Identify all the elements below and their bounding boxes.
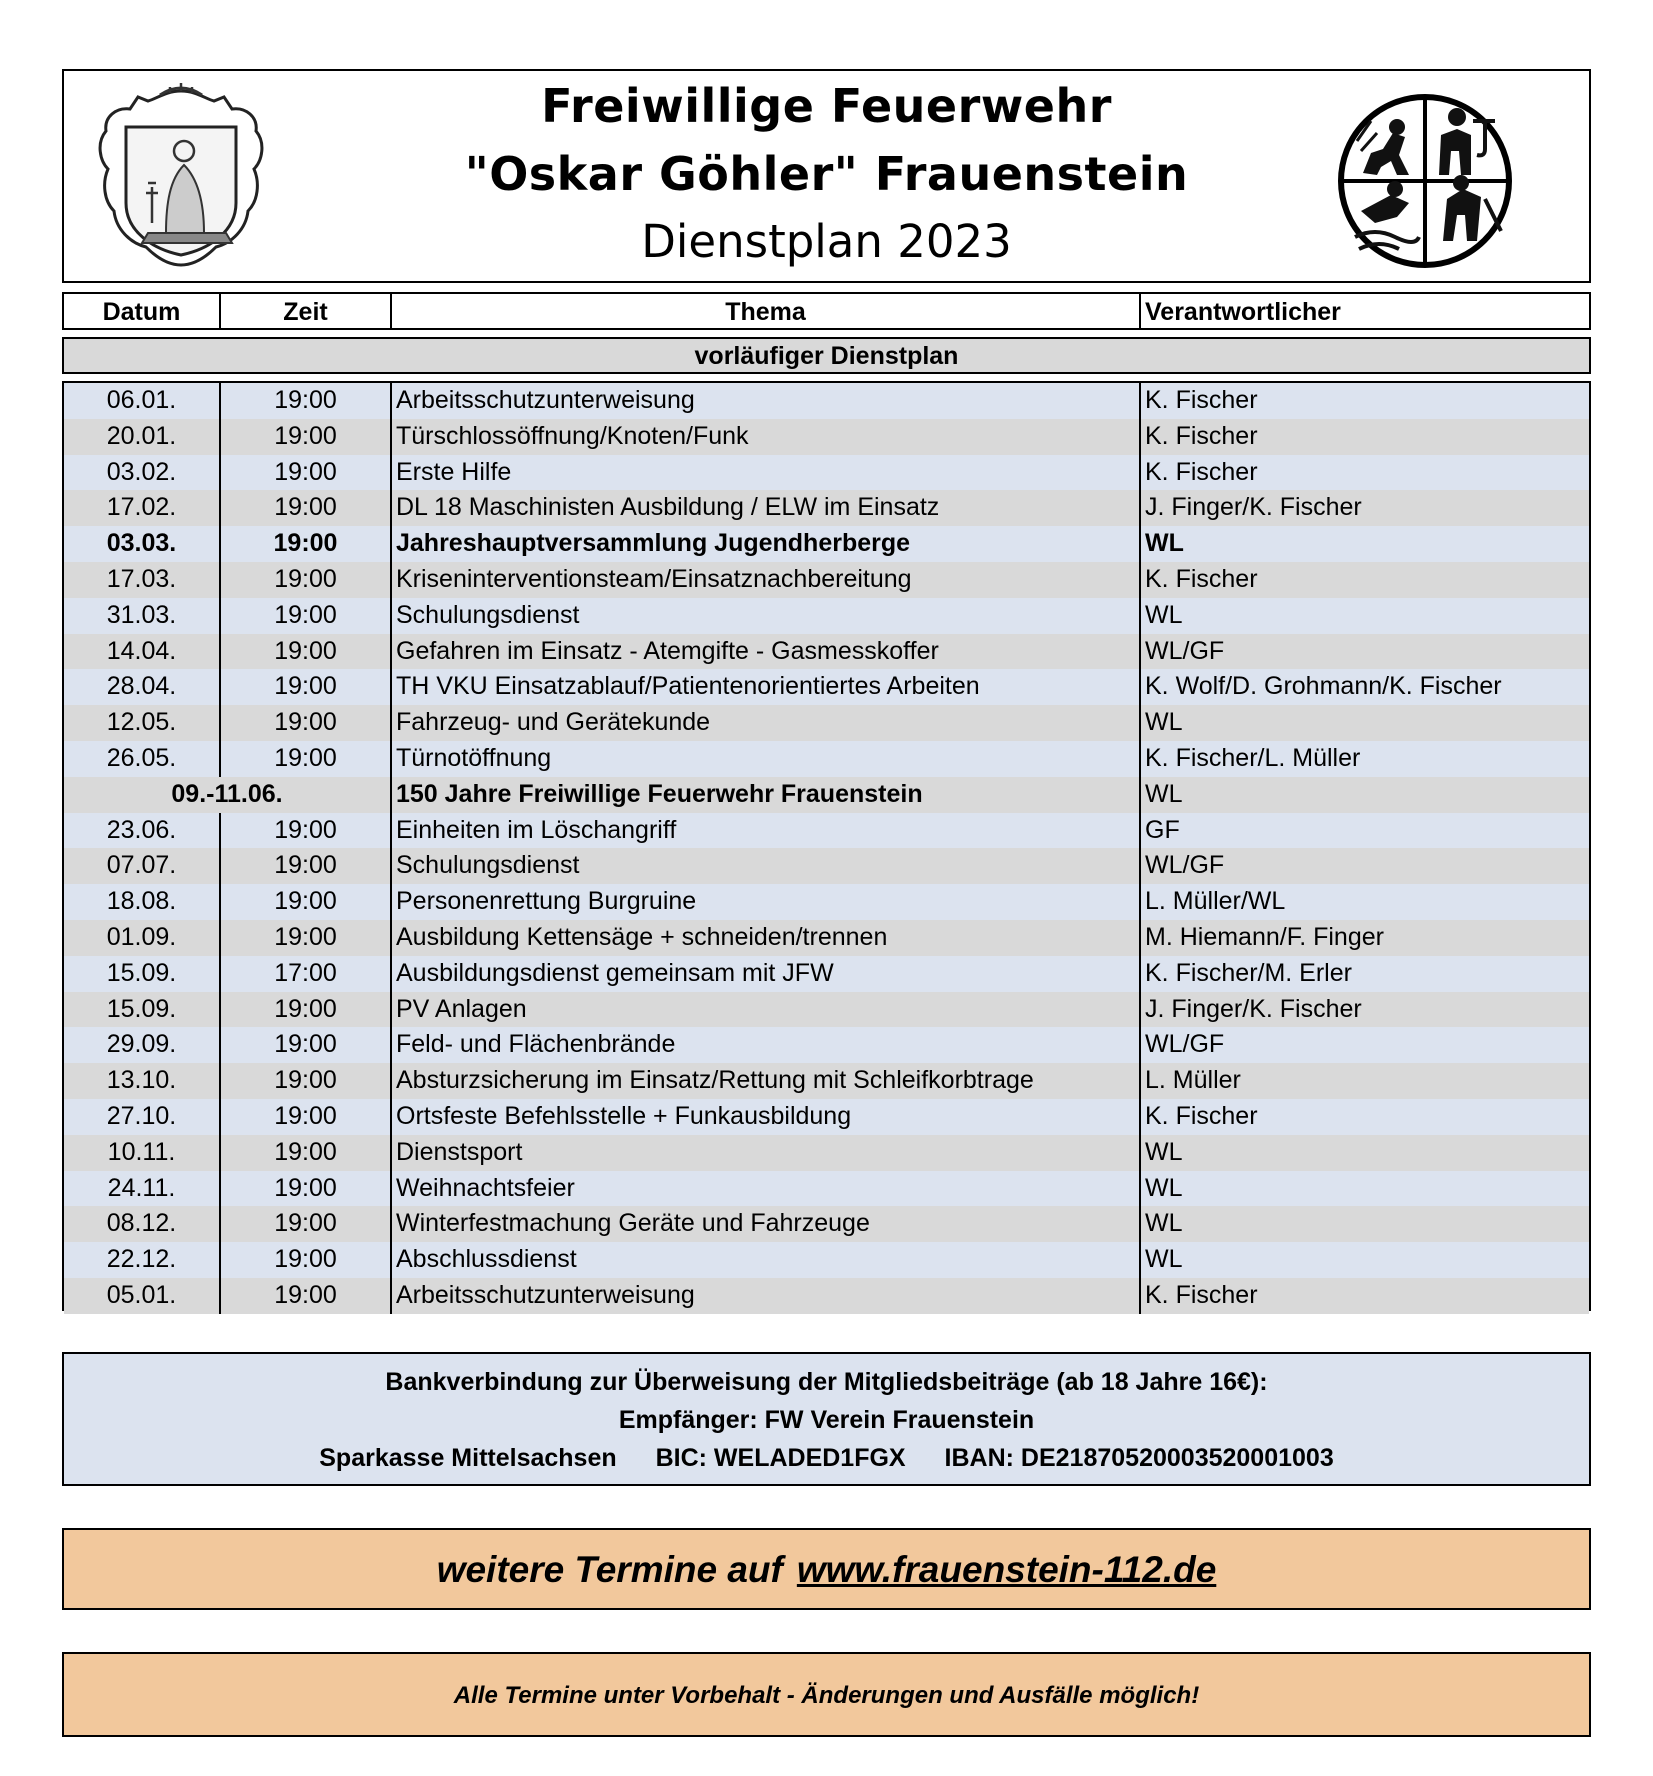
cell-responsible: L. Müller: [1145, 1066, 1241, 1095]
cell-topic: Ausbildungsdienst gemeinsam mit JFW: [392, 956, 1141, 992]
title-line-3: Dienstplan 2023: [641, 215, 1012, 268]
cell-topic: PV Anlagen: [392, 992, 1141, 1028]
cell-responsible: K. Fischer: [1145, 457, 1258, 486]
cell-date: 15.09.: [64, 992, 221, 1028]
cell-responsible: K. Fischer: [1145, 564, 1258, 593]
cell-responsible: K. Fischer: [1145, 421, 1258, 450]
cell-date: 10.11.: [64, 1135, 221, 1171]
cell-date-range: 09.-11.06.: [64, 777, 392, 813]
cell-topic: Ortsfeste Befehlsstelle + Funkausbildung: [392, 1099, 1141, 1135]
cell-responsible: WL: [1145, 779, 1183, 808]
cell-topic: Erste Hilfe: [392, 455, 1141, 491]
cell-topic: Schulungsdienst: [392, 598, 1141, 634]
cell-date: 26.05.: [64, 741, 221, 777]
cell-time: 19:00: [221, 920, 392, 956]
cell-date: 17.02.: [64, 490, 221, 526]
cell-time: 19:00: [221, 1278, 392, 1314]
column-header-date: Datum: [64, 294, 221, 328]
cell-time: 19:00: [221, 669, 392, 705]
cell-responsible: WL: [1145, 1209, 1183, 1238]
title-line-2: "Oskar Göhler" Frauenstein: [464, 147, 1189, 201]
cell-topic: Kriseninterventionsteam/Einsatznachbereitung: [392, 562, 1141, 598]
cell-time: 19:00: [221, 1206, 392, 1242]
cell-time: 19:00: [221, 383, 392, 419]
cell-topic: Arbeitsschutzunterweisung: [392, 383, 1141, 419]
cell-date: 03.03.: [64, 526, 221, 562]
cell-date: 01.09.: [64, 920, 221, 956]
table-row: [64, 1063, 1589, 1099]
document-header: [62, 69, 1591, 283]
bank-iban: IBAN: DE21870520003520001003: [944, 1444, 1334, 1472]
cell-time: 17:00: [221, 956, 392, 992]
cell-responsible: WL/GF: [1145, 851, 1225, 880]
cell-date: 14.04.: [64, 634, 221, 670]
cell-date: 18.08.: [64, 884, 221, 920]
table-row: [64, 777, 1589, 813]
bank-name: Sparkasse Mittelsachsen: [319, 1444, 617, 1472]
column-header-responsible: Verantwortlicher: [1145, 298, 1341, 326]
table-row: [64, 884, 1589, 920]
cell-date: 23.06.: [64, 813, 221, 849]
cell-topic: Feld- und Flächenbrände: [392, 1027, 1141, 1063]
cell-date: 17.03.: [64, 562, 221, 598]
cell-topic: Abschlussdienst: [392, 1242, 1141, 1278]
cell-topic: Türnotöffnung: [392, 741, 1141, 777]
column-header-row: [62, 292, 1591, 330]
cell-time: 19:00: [221, 526, 392, 562]
cell-responsible: J. Finger/K. Fischer: [1145, 994, 1362, 1023]
cell-time: 19:00: [221, 1063, 392, 1099]
cell-responsible: K. Fischer/L. Müller: [1145, 743, 1361, 772]
table-row: [64, 669, 1589, 705]
cell-time: 19:00: [221, 1171, 392, 1207]
cell-time: 19:00: [221, 634, 392, 670]
cell-responsible: L. Müller/WL: [1145, 887, 1286, 916]
table-row: [64, 1242, 1589, 1278]
cell-responsible: WL: [1145, 708, 1183, 737]
cell-topic: Weihnachtsfeier: [392, 1171, 1141, 1207]
bank-recipient: Empfänger: FW Verein Frauenstein: [618, 1406, 1035, 1434]
more-dates-text: weitere Termine auf: [436, 1549, 783, 1590]
column-header-topic: Thema: [392, 294, 1141, 328]
cell-topic: Jahreshauptversammlung Jugendherberge: [392, 526, 1141, 562]
cell-topic: Gefahren im Einsatz - Atemgifte - Gasmesskoffer: [392, 634, 1141, 670]
cell-responsible: J. Finger/K. Fischer: [1145, 493, 1362, 522]
disclaimer-box: Alle Termine unter Vorbehalt - Änderungen und Ausfälle möglich!: [62, 1652, 1591, 1737]
cell-time: 19:00: [221, 1027, 392, 1063]
cell-topic: Ausbildung Kettensäge + schneiden/trennen: [392, 920, 1141, 956]
website-link[interactable]: www.frauenstein-112.de: [796, 1549, 1217, 1590]
cell-responsible: WL/GF: [1145, 1030, 1225, 1059]
cell-topic: Schulungsdienst: [392, 848, 1141, 884]
table-row: [64, 562, 1589, 598]
cell-responsible: K. Fischer/M. Erler: [1145, 958, 1352, 987]
cell-responsible: GF: [1145, 815, 1180, 844]
cell-date: 13.10.: [64, 1063, 221, 1099]
cell-time: 19:00: [221, 490, 392, 526]
cell-responsible: K. Fischer: [1145, 1280, 1258, 1309]
cell-date: 08.12.: [64, 1206, 221, 1242]
cell-time: 19:00: [221, 741, 392, 777]
table-row: [64, 813, 1589, 849]
cell-date: 03.02.: [64, 455, 221, 491]
plan-subheader: vorläufiger Dienstplan: [62, 337, 1591, 374]
table-row: [64, 920, 1589, 956]
cell-responsible: M. Hiemann/F. Finger: [1145, 922, 1384, 951]
table-row: [64, 956, 1589, 992]
bank-bic: BIC: WELADED1FGX: [655, 1444, 906, 1472]
table-row: [64, 383, 1589, 419]
cell-responsible: WL: [1145, 529, 1184, 558]
cell-date: 24.11.: [64, 1171, 221, 1207]
cell-responsible: K. Wolf/D. Grohmann/K. Fischer: [1145, 672, 1502, 701]
bank-details: [64, 1444, 1589, 1473]
cell-topic: Einheiten im Löschangriff: [392, 813, 1141, 849]
cell-date: 28.04.: [64, 669, 221, 705]
cell-time: 19:00: [221, 813, 392, 849]
table-row: [64, 848, 1589, 884]
table-row: [64, 419, 1589, 455]
cell-date: 15.09.: [64, 956, 221, 992]
cell-topic: Personenrettung Burgruine: [392, 884, 1141, 920]
table-row: [64, 1206, 1589, 1242]
cell-time: 19:00: [221, 848, 392, 884]
column-header-time: Zeit: [221, 294, 392, 328]
more-dates-box: [62, 1528, 1591, 1610]
cell-responsible: K. Fischer: [1145, 1101, 1258, 1130]
cell-responsible: WL: [1145, 600, 1183, 629]
cell-time: 19:00: [221, 992, 392, 1028]
cell-date: 31.03.: [64, 598, 221, 634]
schedule-table: [62, 381, 1591, 1311]
cell-time: 19:00: [221, 562, 392, 598]
cell-time: 19:00: [221, 1242, 392, 1278]
table-row: [64, 992, 1589, 1028]
cell-date: 12.05.: [64, 705, 221, 741]
table-row: [64, 1099, 1589, 1135]
cell-topic: Fahrzeug- und Gerätekunde: [392, 705, 1141, 741]
table-row: [64, 1027, 1589, 1063]
table-row: [64, 1278, 1589, 1314]
cell-date: 27.10.: [64, 1099, 221, 1135]
table-row: [64, 705, 1589, 741]
cell-topic: Absturzsicherung im Einsatz/Rettung mit Schleifkorbtrage: [392, 1063, 1141, 1099]
cell-topic: Dienstsport: [392, 1135, 1141, 1171]
cell-responsible: WL: [1145, 1245, 1183, 1274]
cell-responsible: K. Fischer: [1145, 386, 1258, 414]
cell-time: 19:00: [221, 598, 392, 634]
bank-info-heading: Bankverbindung zur Überweisung der Mitgliedsbeiträge (ab 18 Jahre 16€):: [385, 1368, 1268, 1396]
cell-date: 07.07.: [64, 848, 221, 884]
table-row: [64, 634, 1589, 670]
cell-time: 19:00: [221, 705, 392, 741]
cell-time: 19:00: [221, 1135, 392, 1171]
table-row: [64, 598, 1589, 634]
cell-topic: Winterfestmachung Geräte und Fahrzeuge: [392, 1206, 1141, 1242]
cell-topic: DL 18 Maschinisten Ausbildung / ELW im Einsatz: [392, 490, 1141, 526]
table-row: [64, 526, 1589, 562]
cell-topic: 150 Jahre Freiwillige Feuerwehr Frauenstein: [392, 777, 1141, 813]
cell-date: 06.01.: [64, 383, 221, 419]
table-row: [64, 741, 1589, 777]
cell-date: 22.12.: [64, 1242, 221, 1278]
table-row: [64, 455, 1589, 491]
cell-date: 05.01.: [64, 1278, 221, 1314]
cell-topic: Arbeitsschutzunterweisung: [392, 1278, 1141, 1314]
cell-time: 19:00: [221, 455, 392, 491]
title-line-1: Freiwillige Feuerwehr: [541, 79, 1112, 133]
cell-time: 19:00: [221, 884, 392, 920]
cell-responsible: WL/GF: [1145, 636, 1225, 665]
table-row: [64, 1171, 1589, 1207]
bank-info-box: [62, 1352, 1591, 1486]
cell-topic: TH VKU Einsatzablauf/Patientenorientiertes Arbeiten: [392, 669, 1141, 705]
fire-brigade-emblem-icon: [1335, 91, 1515, 271]
cell-date: 20.01.: [64, 419, 221, 455]
cell-time: 19:00: [221, 419, 392, 455]
cell-responsible: WL: [1145, 1173, 1183, 1202]
cell-responsible: WL: [1145, 1137, 1183, 1166]
cell-topic: Türschlossöffnung/Knoten/Funk: [392, 419, 1141, 455]
table-row: [64, 490, 1589, 526]
table-row: [64, 1135, 1589, 1171]
cell-time: 19:00: [221, 1099, 392, 1135]
cell-date: 29.09.: [64, 1027, 221, 1063]
